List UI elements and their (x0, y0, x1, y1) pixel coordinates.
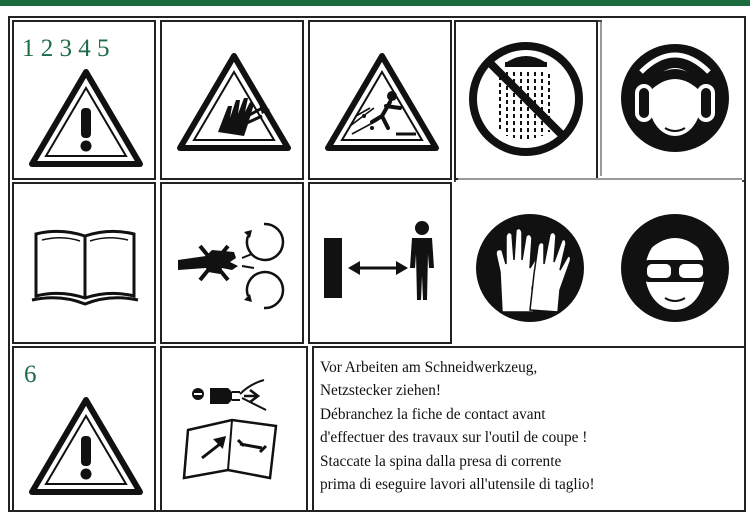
cell-warning-6 (12, 346, 156, 512)
general-warning-icon (26, 394, 146, 498)
cell-protective-gloves (454, 182, 602, 344)
unplug-before-maintenance-icon (180, 374, 290, 484)
cell-cutting-hand-warning (160, 20, 304, 180)
cell-general-warning (12, 20, 156, 180)
instruction-it-line1: Staccate la spina dalla presa di corrente (320, 452, 562, 470)
cell-ear-protection (602, 20, 744, 180)
thrown-objects-warning-icon (322, 50, 442, 154)
cell-keep-distance (308, 182, 452, 344)
no-rain-icon (467, 40, 585, 158)
instruction-fr-line2: d'effectuer des travaux sur l'outil de coupe ! (320, 429, 588, 447)
cell-keep-hands-away (160, 182, 304, 344)
instruction-de-line2: Netzstecker ziehen! (320, 382, 442, 400)
group-label-1-5: 1 2 3 4 5 (22, 35, 110, 62)
ppe-divider-vertical (600, 22, 602, 176)
general-warning-icon (26, 66, 146, 170)
cell-no-rain (454, 20, 598, 180)
ear-protection-icon (619, 42, 731, 154)
top-accent-bar (0, 0, 750, 6)
cell-eye-protection (602, 182, 744, 344)
eye-protection-icon (619, 212, 731, 324)
group-label-6: 6 (24, 361, 37, 388)
instruction-it-line2: prima di eseguire lavori all'utensile di taglio! (320, 476, 595, 494)
safety-symbols-sheet (8, 16, 746, 512)
ppe-divider-horizontal (458, 178, 742, 180)
keep-bystanders-distance-icon (318, 220, 442, 310)
keep-hands-away-rotating-blade-icon (172, 210, 296, 318)
instruction-fr-line1: Débranchez la fiche de contact avant (320, 405, 546, 423)
cell-thrown-objects-warning (308, 20, 452, 180)
unplug-instructions (312, 346, 746, 512)
protective-gloves-icon (474, 212, 586, 324)
read-manual-icon (30, 226, 140, 306)
cell-unplug-manual (160, 346, 308, 512)
cutting-hand-warning-icon (174, 50, 294, 154)
instruction-de-line1: Vor Arbeiten am Schneidwerkzeug, (320, 359, 538, 376)
cell-read-manual (12, 182, 156, 344)
